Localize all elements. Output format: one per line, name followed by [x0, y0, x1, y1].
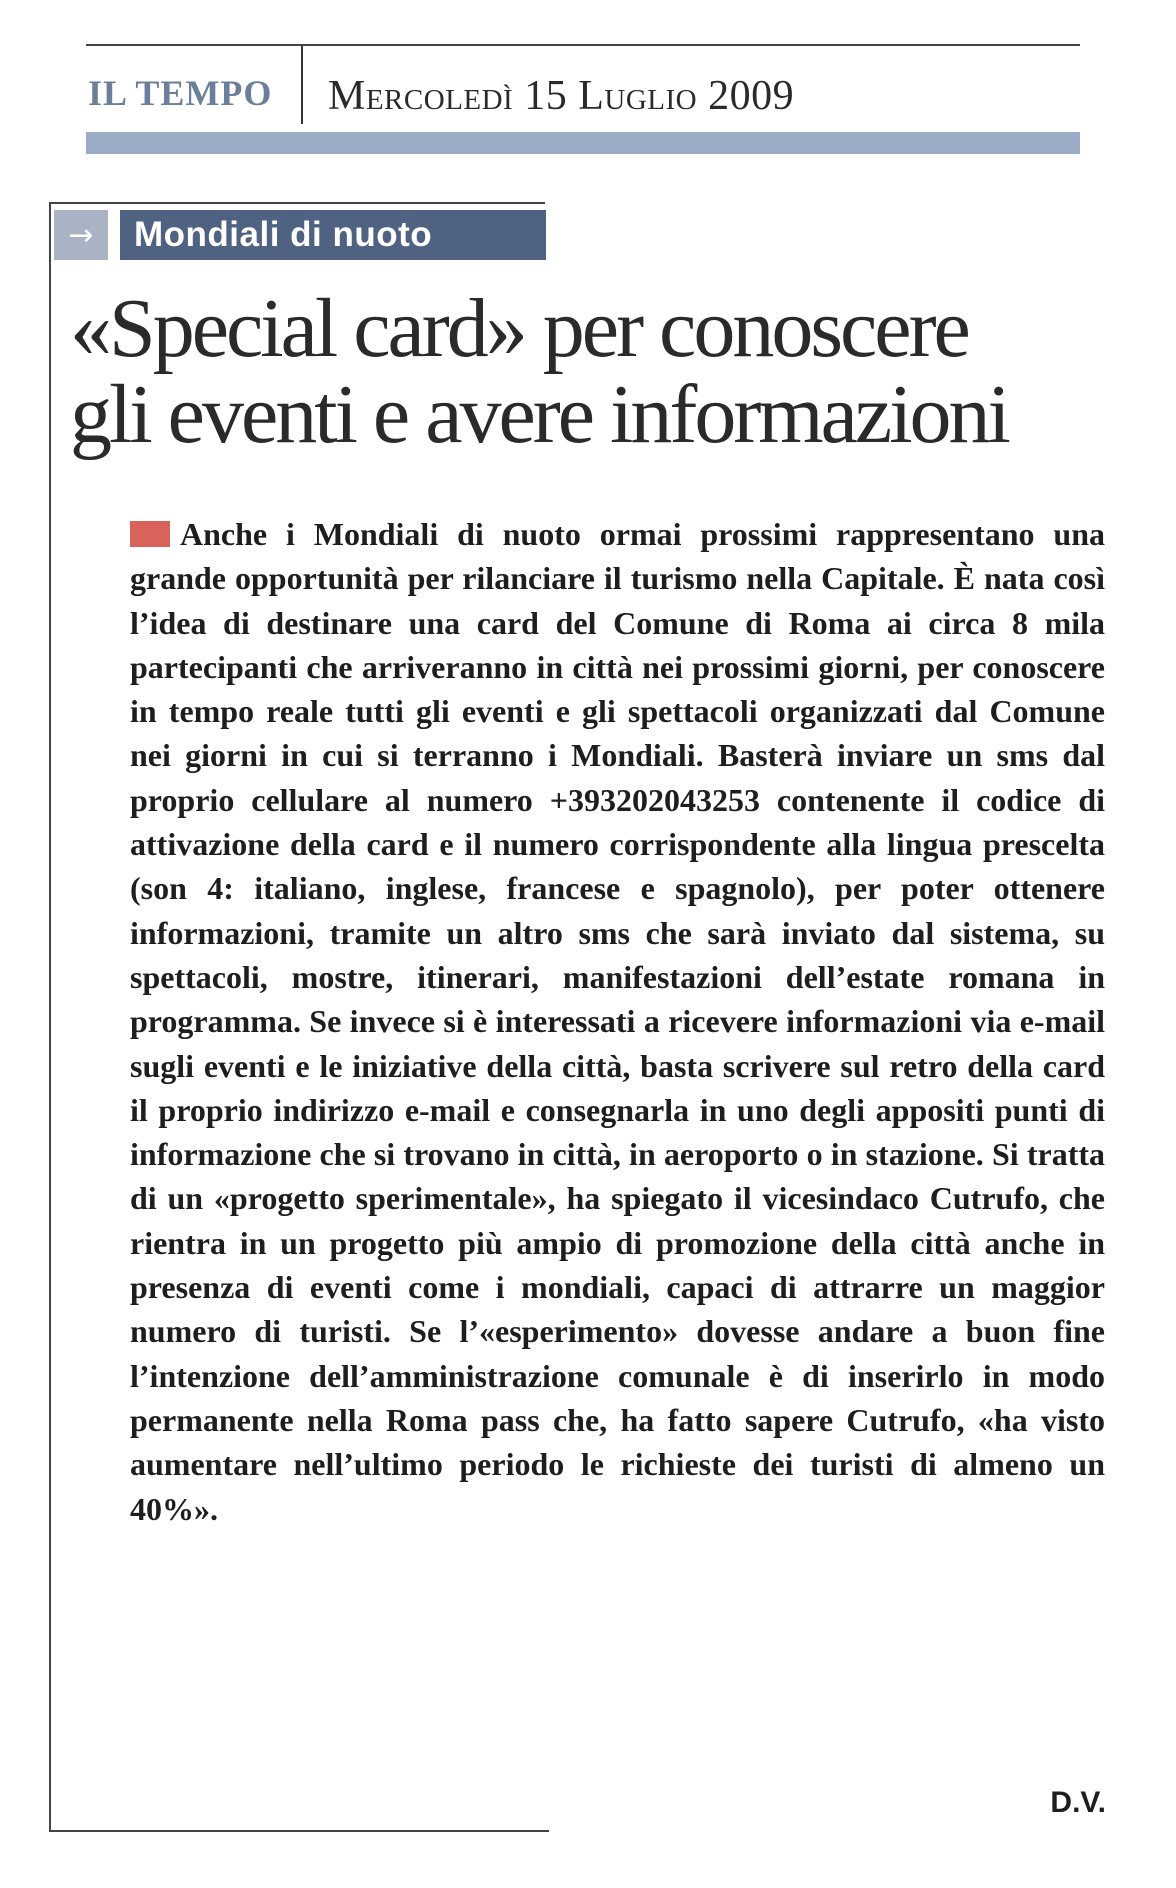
masthead-band — [86, 132, 1080, 154]
article-frame-top — [49, 202, 545, 204]
section-kicker — [54, 210, 546, 260]
bullet-square-icon — [130, 521, 170, 547]
headline-line-1: «Special card» per conoscere — [70, 282, 968, 375]
article-frame-left — [49, 202, 51, 1832]
masthead-separator — [301, 46, 303, 124]
newspaper-logo: IL TEMPO — [88, 73, 273, 113]
kicker-label: Mondiali di nuoto — [120, 210, 546, 260]
article-body — [130, 512, 1105, 1531]
article-byline: D.V. — [1050, 1786, 1106, 1819]
article-body-text: Anche i Mondiali di nuoto ormai prossimi rappresentano una grande opportunità per rilanciare il turismo nella Capitale. È nata così l’idea di destinare una card del Comune di Roma ai circa 8 mila partecipanti che arriveranno in città nei prossimi giorni, per conoscere in tempo reale tutti gli eventi e gli spettacoli organizzati dal Comune nei giorni in cui si terranno i Mondiali. Basterà inviare un sms dal proprio cellulare al numero +393202043253 contenente il codice di attivazione della card e il numero corrispondente alla lingua prescelta (son 4: italiano, inglese, francese e spagnolo), per poter ottenere informazioni, tramite un altro sms che sarà inviato dal sistema, su spettacoli, mostre, itinerari, manifestazioni dell’estate romana in programma. Se invece si è interessati a ricevere informazioni via e-mail sugli eventi e le iniziative della città, basta scrivere sul retro della card il proprio indirizzo e-mail e consegnarla in uno degli appositi punti di informazione che si trovano in città, in aeroporto o in stazione. Si tratta di un «progetto sperimentale», ha spiegato il vicesindaco Cutrufo, che rientra in un progetto più ampio di promozione della città anche in presenza di eventi come i mondiali, capaci di attrarre un maggior numero di turisti. Se l’«esperimento» dovesse andare a buon fine l’intenzione dell’amministrazione comunale è di inserirlo in modo permanente nella Roma pass che, ha fatto sapere Cutrufo, «ha visto aumentare nell’ultimo periodo le richieste dei turisti di almeno un 40%». — [130, 516, 1105, 1527]
issue-date: Mercoledì 15 Luglio 2009 — [328, 73, 795, 119]
article-headline — [70, 282, 1110, 461]
arrow-right-icon: → — [54, 210, 108, 260]
masthead-top-rule — [86, 44, 1080, 46]
article-frame-bottom — [49, 1830, 549, 1832]
headline-line-2: gli eventi e avere informazioni — [70, 368, 1008, 461]
